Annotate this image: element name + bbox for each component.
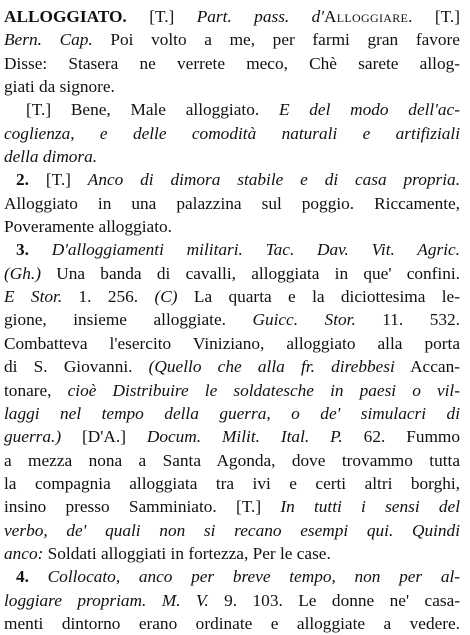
text-run: coglienza, e delle comodità naturali e artifiziali xyxy=(4,123,460,143)
line-6 xyxy=(4,122,460,145)
text-run: guerra.) xyxy=(4,427,62,447)
line-17 xyxy=(4,379,460,402)
text-run: gione, insieme alloggiate. xyxy=(4,310,253,330)
text-run: Accan- xyxy=(394,357,460,377)
text-run: cioè Distribuire le soldatesche in paesi o vil- xyxy=(67,380,460,400)
line-7 xyxy=(4,145,460,168)
text-run: Poi volto a me, per farmi gran favore xyxy=(92,30,460,50)
text-run: Alloggiare xyxy=(324,7,409,26)
text-run: Disse: Stasera ne verrete meco, Chè sarete allog- xyxy=(4,53,460,73)
text-run: E del modo dell'ac- xyxy=(278,100,460,120)
line-2 xyxy=(4,28,460,51)
line-22 xyxy=(4,495,460,518)
text-run: 1. 256. xyxy=(62,287,155,307)
line-5 xyxy=(4,98,460,121)
text-run: In tutti i sensi del xyxy=(280,497,460,517)
line-21 xyxy=(4,472,460,495)
text-run: (Gh.) xyxy=(4,263,41,283)
text-run: . [T.] xyxy=(408,7,460,26)
text-run: Alloggiato in una palazzina sul poggio. Riccamente, xyxy=(4,193,460,213)
text-run: Bern. Cap. xyxy=(4,30,93,50)
line-10 xyxy=(4,215,460,238)
text-run: loggiare propriam. M. V. xyxy=(4,590,209,610)
text-run: Collocato, anco per breve tempo, non per al- xyxy=(47,567,460,587)
text-run: 9. 103. Le donne ne' casa- xyxy=(208,590,460,610)
line-20 xyxy=(4,449,460,472)
text-run: anco: xyxy=(4,543,44,563)
line-18 xyxy=(4,402,460,425)
text-run: della dimora. xyxy=(4,147,98,167)
text-run: Guicc. Stor. xyxy=(252,310,356,330)
line-27 xyxy=(4,612,460,635)
text-run: La quarta e la diciottesima le- xyxy=(177,287,460,307)
text-run: laggi nel tempo della guerra, o de' simulacri di xyxy=(4,403,460,423)
text-run: [D'A.] xyxy=(61,427,147,447)
line-16 xyxy=(4,355,460,378)
text-run: 11. 532. xyxy=(355,310,460,330)
text-run: E Stor. xyxy=(4,287,63,307)
line-4 xyxy=(4,75,460,98)
text-run: verbo, de' quali non si recano esempi qui. Quindi xyxy=(4,520,460,540)
text-run: tonare, xyxy=(4,380,68,400)
sense-number: 3. xyxy=(16,240,52,260)
line-8 xyxy=(4,168,460,191)
text-run: (C) xyxy=(154,287,178,307)
line-25 xyxy=(4,565,460,588)
text-run: di S. Giovanni. xyxy=(4,357,149,377)
line-26 xyxy=(4,589,460,612)
text-run: Combatteva l'esercito Viniziano, alloggiato alla porta xyxy=(4,333,460,353)
sense-number: 2. xyxy=(16,170,46,190)
line-1 xyxy=(4,5,460,28)
text-run: Poveramente alloggiato. xyxy=(4,217,172,237)
text-run: [T.] xyxy=(126,7,197,26)
text-run: a mezza nona a Santa Agonda, dove trovammo tutta xyxy=(4,450,460,470)
text-run: insino presso Samminiato. [T.] xyxy=(4,497,281,517)
line-24 xyxy=(4,542,460,565)
text-run: [T.] Bene, Male alloggiato. xyxy=(26,100,279,120)
line-23 xyxy=(4,519,460,542)
text-run: Docum. Milit. Ital. P. xyxy=(146,427,343,447)
text-run: (Quello che alla fr. direbbesi xyxy=(148,357,395,377)
text-run: [T.] xyxy=(45,170,88,190)
line-14 xyxy=(4,308,460,331)
text-run: Soldati alloggiati in fortezza, Per le case. xyxy=(43,543,331,563)
text-run: la compagnia alloggiata tra ivi e certi altri borghi, xyxy=(4,473,460,493)
headword: ALLOGGIATO. xyxy=(4,7,127,26)
line-9 xyxy=(4,192,460,215)
line-11 xyxy=(4,238,460,261)
text-run: Anco di dimora stabile e di casa propria. xyxy=(87,170,460,190)
text-run: menti dintorno erano ordinate e alloggiate a vedere. xyxy=(4,613,460,633)
line-3 xyxy=(4,52,460,75)
text-run: D'alloggiamenti militari. Tac. Dav. Vit. Agric. xyxy=(51,240,460,260)
text-run: Part. pass. d' xyxy=(196,7,324,26)
line-15 xyxy=(4,332,460,355)
sense-number: 4. xyxy=(16,567,48,587)
text-run: Una banda di cavalli, alloggiata in que' confini. xyxy=(40,263,460,283)
text-run: 62. Fummo xyxy=(342,427,460,447)
text-run: giati da signore. xyxy=(4,77,115,97)
line-19 xyxy=(4,425,460,448)
line-13 xyxy=(4,285,460,308)
line-12 xyxy=(4,262,460,285)
